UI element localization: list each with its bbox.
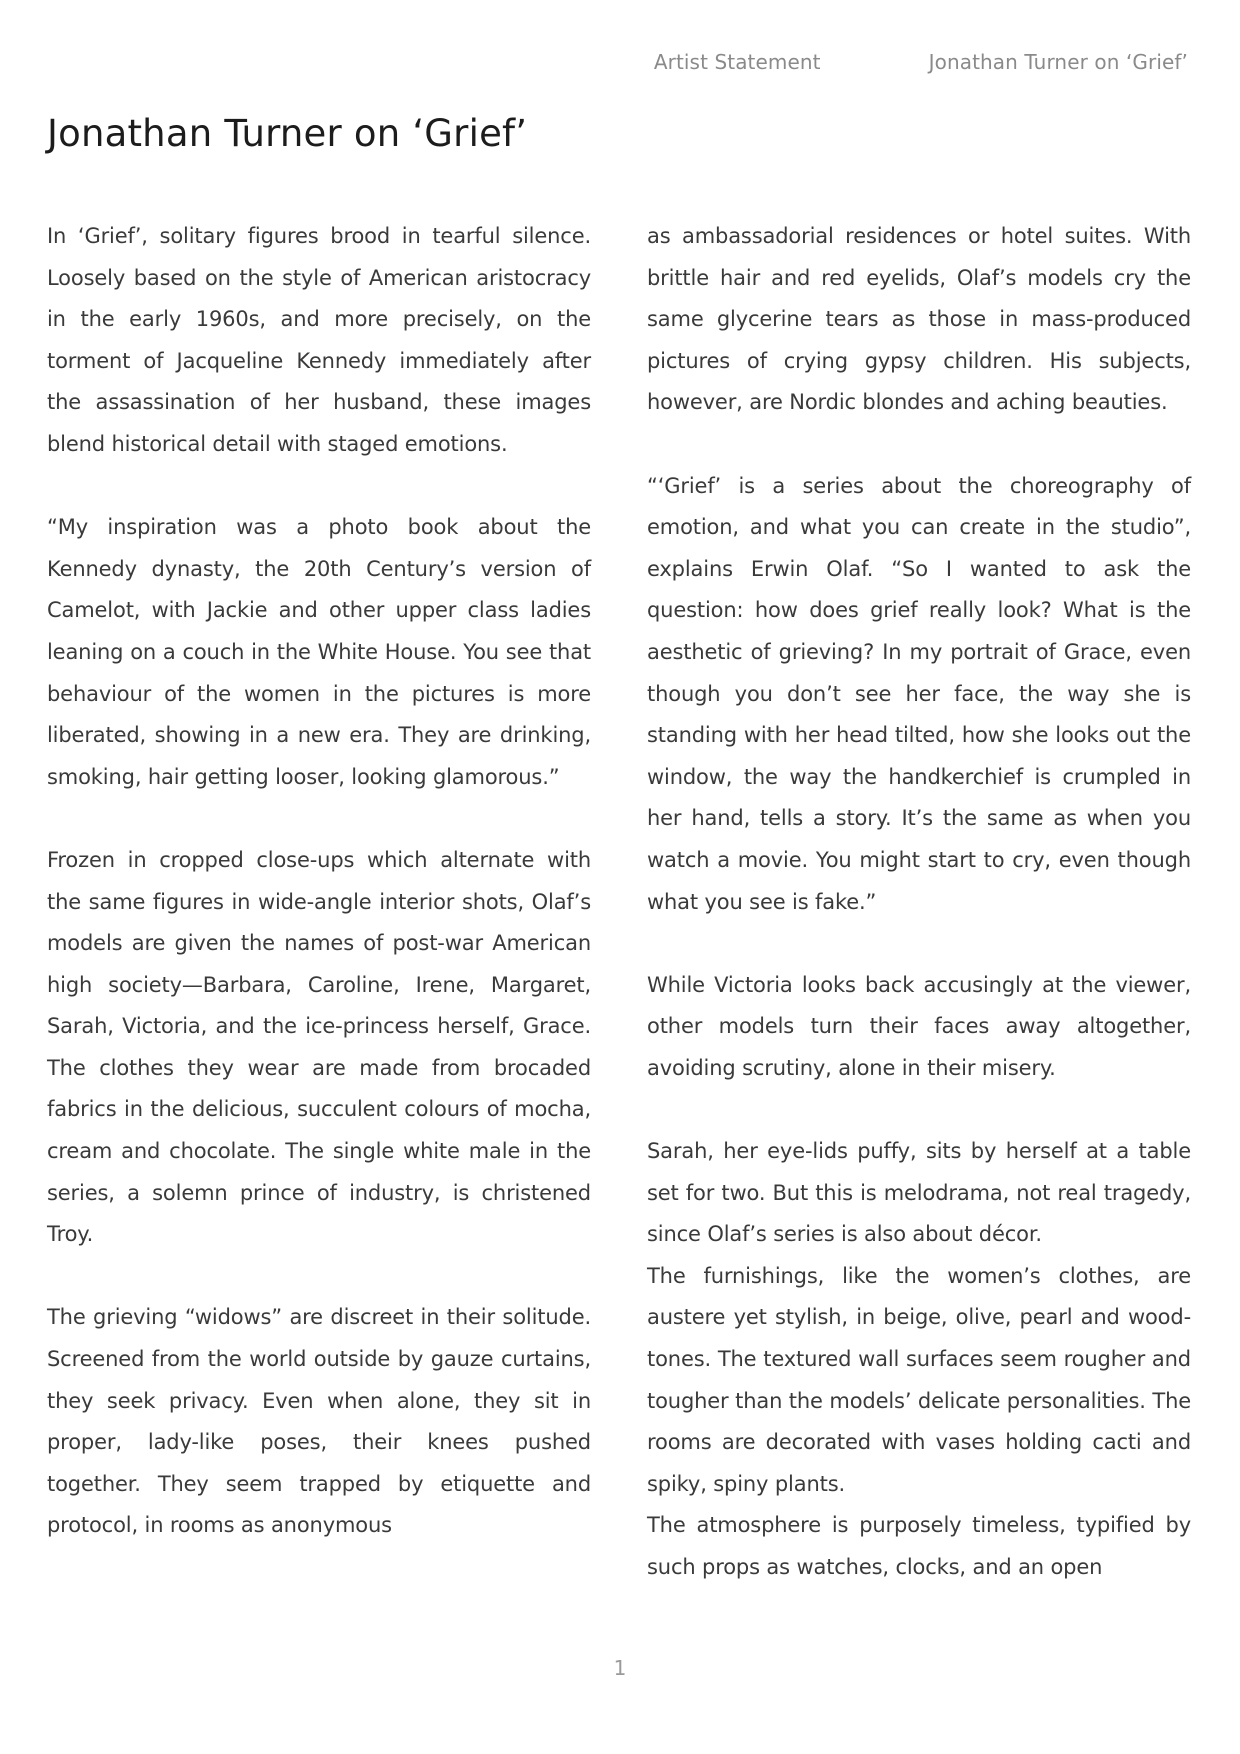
paragraph: “‘Grief’ is a series about the choreography of emotion, and what you can create in the studio”, explains Erwin Olaf. “So I wanted to ask the question: how does grief really look? What is the aesthetic of grieving? In my portrait of Grace, even though you don’t see her face, the way she is standing with her head tilted, how she looks out the window, the way the handkerchief is crumpled in her hand, tells a story. It’s the same as when you watch a movie. You might start to cry, even though what you see is fake.” — [647, 473, 1191, 914]
paragraph: The furnishings, like the women’s clothes, are austere yet stylish, in beige, olive, pearl and wood-tones. The textured wall surfaces seem rougher and tougher than the models’ delicate personalities. The rooms are decorated with vases holding cacti and spiky, spiny plants. — [647, 1263, 1191, 1496]
paragraph: While Victoria looks back accusingly at the viewer, other models turn their faces away altogether, avoiding scrutiny, alone in their misery. — [647, 972, 1191, 1080]
paragraph: Sarah, her eye-lids puffy, sits by herself at a table set for two. But this is melodrama, not real tragedy, since Olaf’s series is also about décor. — [647, 1139, 1191, 1247]
page-number: 1 — [613, 1656, 627, 1680]
paragraph: Frozen in cropped close-ups which alternate with the same figures in wide-angle interior shots, Olaf’s models are given the names of post-war American high society—Barbara, Caroline, Irene, Margaret, Sarah, Victoria, and the ice-princess herself, Grace. The clothes they wear are made from brocaded fabrics in the delicious, succulent colours of mocha, cream and chocolate. The single white male in the series, a solemn prince of industry, is christened Troy. — [47, 847, 591, 1247]
left-column — [47, 216, 591, 1547]
paragraph: The atmosphere is purposely timeless, typified by such props as watches, clocks, and an open — [647, 1513, 1191, 1579]
page-title: Jonathan Turner on ‘Grief’ — [47, 112, 528, 155]
header-section-label: Artist Statement — [653, 50, 821, 74]
header-running-title: Jonathan Turner on ‘Grief’ — [928, 50, 1188, 74]
paragraph: as ambassadorial residences or hotel suites. With brittle hair and red eyelids, Olaf’s models cry the same glycerine tears as those in mass-produced pictures of crying gypsy children. His subjects, however, are Nordic blondes and aching beauties. — [647, 224, 1191, 415]
paragraph: In ‘Grief’, solitary figures brood in tearful silence. Loosely based on the style of American aristocracy in the early 1960s, and more precisely, on the torment of Jacqueline Kennedy immediately after the assassination of her husband, these images blend historical detail with staged emotions. — [47, 224, 591, 456]
paragraph: “My inspiration was a photo book about the Kennedy dynasty, the 20th Century’s version of Camelot, with Jackie and other upper class ladies leaning on a couch in the White House. You see that behaviour of the women in the pictures is more liberated, showing in a new era. They are drinking, smoking, hair getting looser, looking glamorous.” — [47, 515, 591, 789]
paragraph: The grieving “widows” are discreet in their solitude. Screened from the world outside by gauze curtains, they seek privacy. Even when alone, they sit in proper, lady-like poses, their knees pushed together. They seem trapped by etiquette and protocol, in rooms as anonymous — [47, 1305, 591, 1538]
running-header — [654, 50, 1188, 74]
right-column — [647, 216, 1191, 1589]
